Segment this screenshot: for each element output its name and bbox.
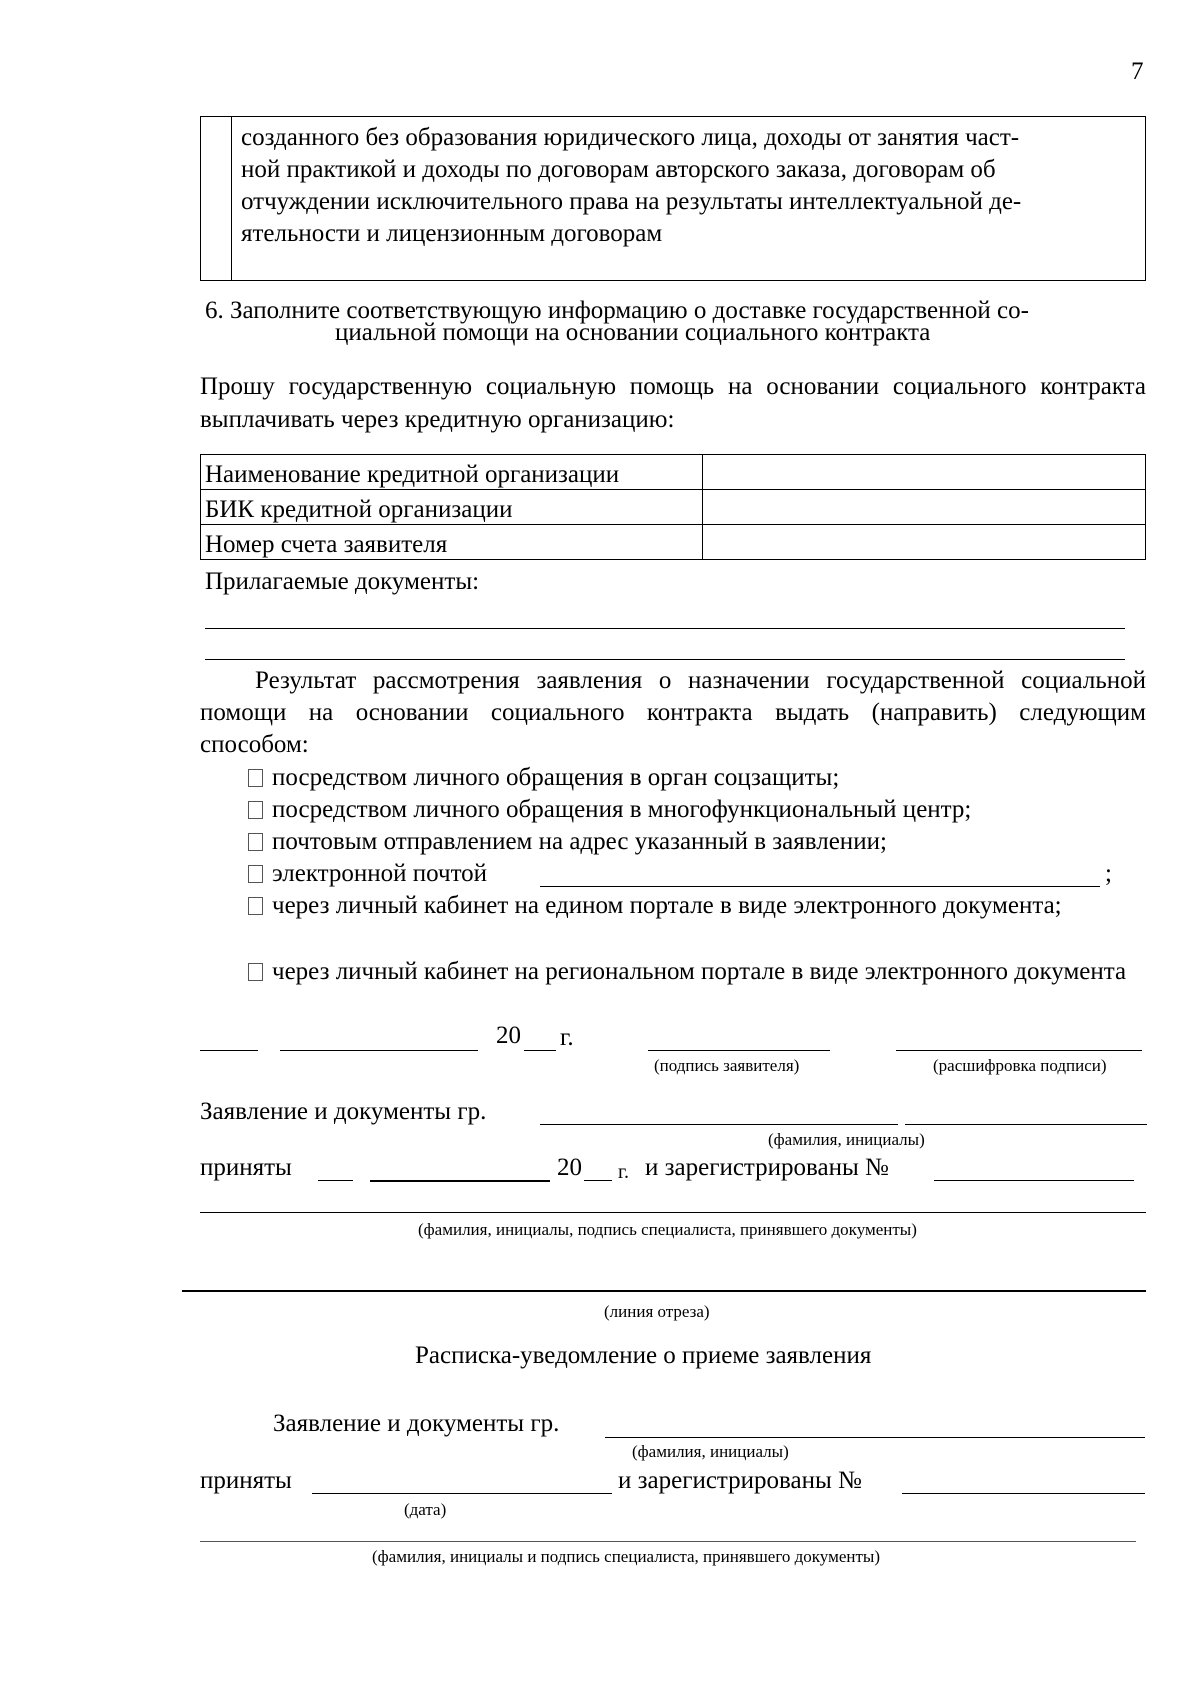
income-line-4: ятельности и лицензионным договорам — [241, 220, 663, 247]
checkbox[interactable] — [248, 897, 263, 915]
year-suffix: г. — [560, 1024, 574, 1051]
day-line[interactable] — [200, 1050, 258, 1051]
table-row — [201, 525, 1146, 560]
receipt-docs-label: Заявление и документы гр. — [273, 1410, 560, 1437]
receipt-name-line[interactable] — [605, 1437, 1145, 1438]
acceptance-year-prefix: 20 — [557, 1154, 582, 1181]
page-number: 7 — [1131, 58, 1144, 85]
attached-docs-line-1[interactable] — [205, 628, 1125, 629]
option-federal-portal[interactable] — [200, 890, 1146, 922]
income-line-1: созданного без образования юридического лица, доходы от занятия част- — [241, 124, 1020, 151]
section6-heading-line1: 6. Заполните соответствующую информацию о доставке государственной со- — [205, 297, 1029, 324]
option-email[interactable] — [248, 858, 487, 890]
bank-name-label: Наименование кредитной организации — [201, 455, 703, 490]
year-prefix: 20 — [496, 1022, 521, 1049]
bik-field[interactable] — [703, 490, 1146, 525]
acceptance-year-line[interactable] — [584, 1180, 612, 1181]
checkbox[interactable] — [248, 801, 263, 819]
option-label: через личный кабинет на едином портале в виде электронного документа; — [272, 892, 1062, 919]
acceptance-specialist-line[interactable] — [200, 1212, 1146, 1213]
applicant-signature-caption: (подпись заявителя) — [654, 1056, 800, 1075]
receipt-specialist-caption: (фамилия, инициалы и подпись специалиста, принявшего документы) — [372, 1547, 880, 1566]
acceptance-registration-number-line[interactable] — [934, 1180, 1134, 1181]
receipt-date-caption: (дата) — [404, 1500, 447, 1519]
acceptance-name-caption: (фамилия, инициалы) — [768, 1130, 925, 1149]
receipt-specialist-line[interactable] — [200, 1541, 1136, 1542]
account-number-field[interactable] — [703, 525, 1146, 560]
signature-decode-caption: (расшифровка подписи) — [933, 1056, 1107, 1075]
section6-heading-line2: циальной помощи на основании социального контракта — [335, 319, 931, 346]
option-label: посредством личного обращения в многофункциональный центр; — [272, 796, 972, 823]
checkbox[interactable] — [248, 963, 263, 981]
option-regional-portal[interactable] — [200, 956, 1146, 988]
option-label: через личный кабинет на региональном портале в виде электронного документа — [272, 958, 1127, 985]
receipt-registered-label: и зарегистрированы № — [618, 1467, 862, 1494]
checkbox[interactable] — [248, 865, 263, 883]
attached-docs-label: Прилагаемые документы: — [205, 568, 480, 595]
acceptance-month-line[interactable] — [370, 1180, 550, 1182]
option-social-office[interactable] — [248, 762, 839, 794]
acceptance-docs-label: Заявление и документы гр. — [200, 1098, 487, 1125]
table-row — [201, 490, 1146, 525]
income-line-3: отчуждении исключительного права на результаты интеллектуальной де- — [241, 188, 1022, 215]
acceptance-registered-label: и зарегистрированы № — [645, 1154, 889, 1181]
applicant-signature-line[interactable] — [648, 1050, 830, 1051]
receipt-date-line[interactable] — [312, 1493, 612, 1494]
option-post[interactable] — [248, 826, 887, 858]
acceptance-accepted-label: приняты — [200, 1154, 292, 1181]
cut-line-caption: (линия отреза) — [604, 1302, 710, 1321]
cut-line — [182, 1290, 1146, 1292]
request-paragraph: Прошу государственную социальную помощь на основании социального контракта выплачивать через кредитную организацию: — [200, 373, 1146, 433]
option-label: посредством личного обращения в орган соцзащиты; — [272, 764, 840, 791]
table-row — [201, 455, 1146, 490]
acceptance-day-line[interactable] — [318, 1180, 353, 1181]
income-table-divider — [231, 116, 232, 281]
bank-name-field[interactable] — [703, 455, 1146, 490]
account-number-label: Номер счета заявителя — [201, 525, 703, 560]
attached-docs-line-2[interactable] — [205, 659, 1125, 660]
income-line-2: ной практикой и доходы по договорам авторского заказа, договорам об — [241, 156, 996, 183]
acceptance-year-suffix: г. — [618, 1161, 629, 1183]
option-label: почтовым отправлением на адрес указанный в заявлении; — [272, 828, 887, 855]
receipt-name-caption: (фамилия, инициалы) — [632, 1442, 789, 1461]
option-mfc[interactable] — [248, 794, 971, 826]
acceptance-specialist-caption: (фамилия, инициалы, подпись специалиста, принявшего документы) — [418, 1220, 917, 1239]
bank-details-table — [200, 454, 1146, 560]
email-input-line[interactable] — [540, 886, 1100, 887]
acceptance-name-line-1[interactable] — [540, 1124, 898, 1125]
checkbox[interactable] — [248, 769, 263, 787]
receipt-accepted-label: приняты — [200, 1467, 292, 1494]
email-suffix: ; — [1105, 860, 1112, 887]
receipt-registration-number-line[interactable] — [902, 1493, 1145, 1494]
signature-decode-line[interactable] — [896, 1050, 1142, 1051]
option-label: электронной почтой — [272, 860, 488, 887]
acceptance-name-line-2[interactable] — [905, 1124, 1147, 1125]
month-line[interactable] — [280, 1050, 478, 1051]
bik-label: БИК кредитной организации — [201, 490, 703, 525]
result-intro-paragraph: Результат рассмотрения заявления о назначении государственной социальной помощи на основании социального контракта выдать (направить) следующим способом: — [200, 667, 1146, 758]
checkbox[interactable] — [248, 833, 263, 851]
year-line[interactable] — [524, 1050, 556, 1051]
receipt-title: Расписка-уведомление о приеме заявления — [415, 1342, 872, 1369]
